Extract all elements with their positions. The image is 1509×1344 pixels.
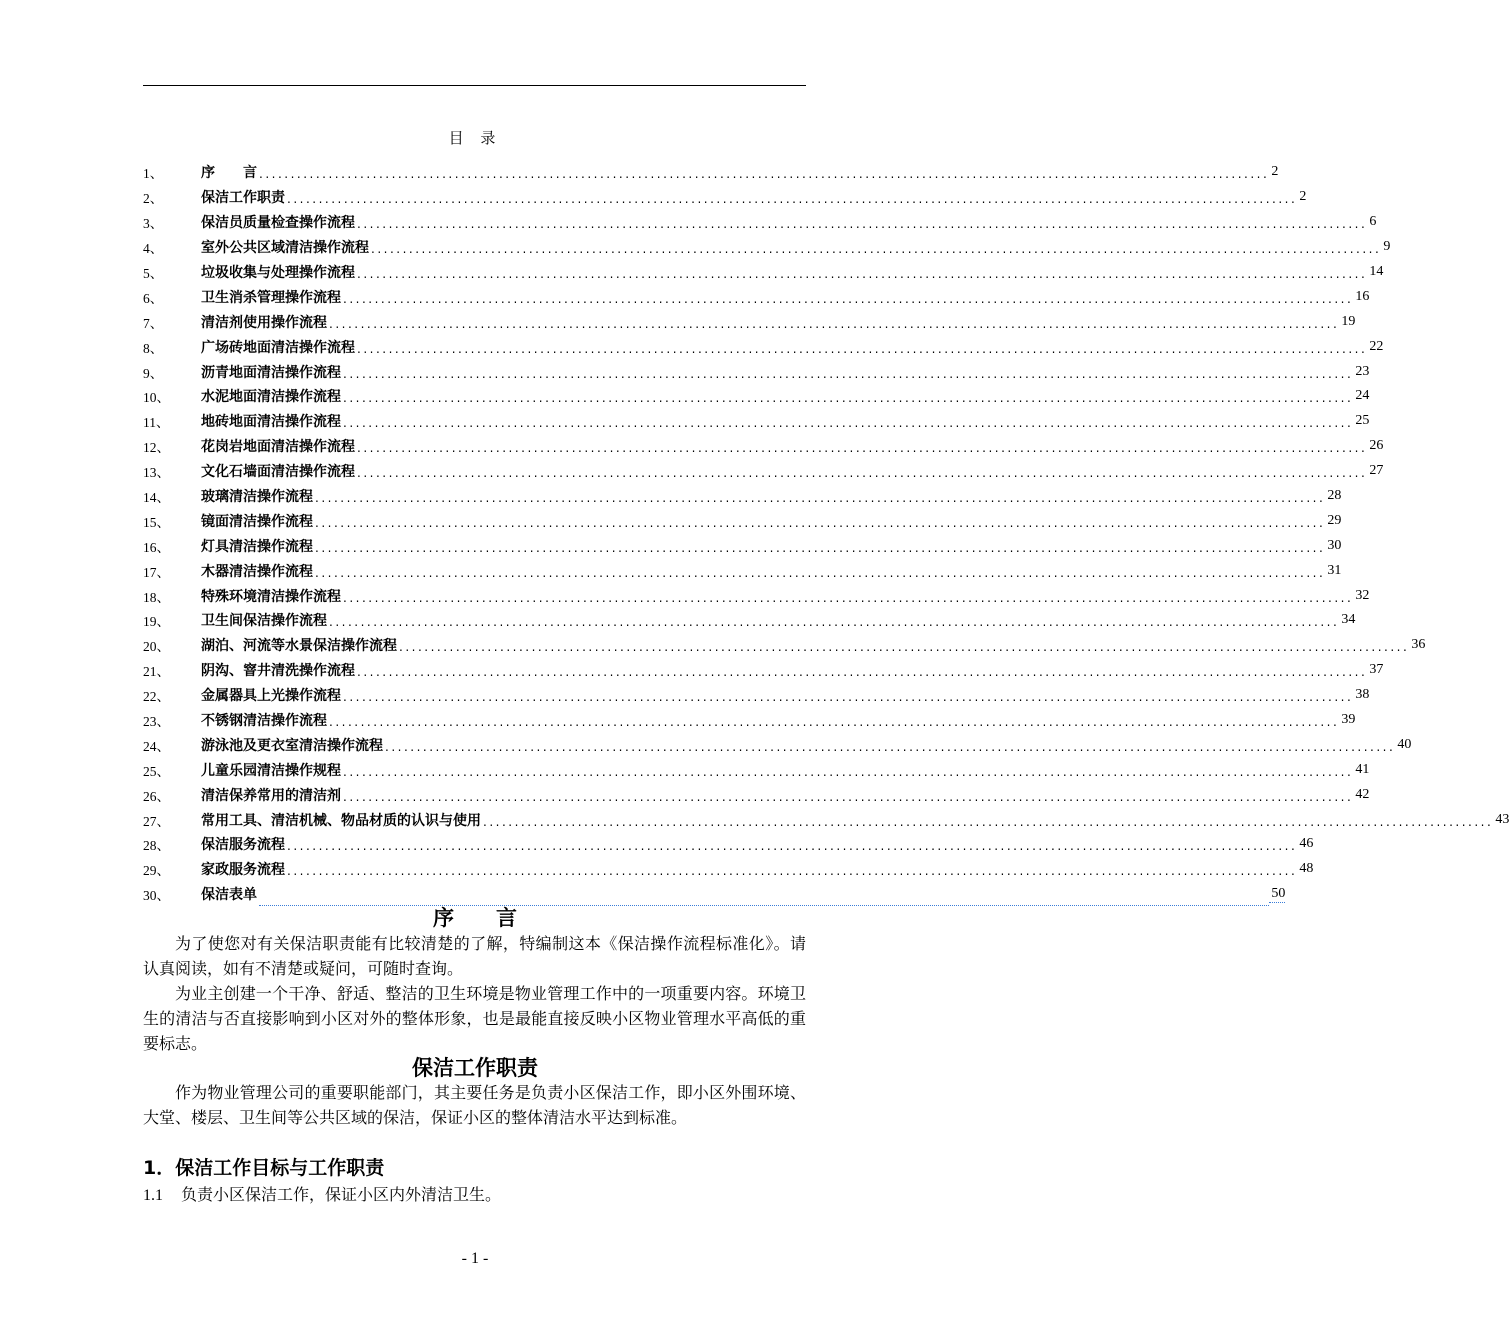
- toc-entry-number: 11、: [143, 415, 170, 431]
- toc-entry[interactable]: [143, 732, 1412, 757]
- toc-entry-label[interactable]: 常用工具、清洁机械、物品材质的认识与使用: [201, 812, 481, 829]
- toc-entry-page[interactable]: 28: [1327, 488, 1342, 504]
- toc-entry-page[interactable]: 50: [1271, 885, 1286, 901]
- duty-item-number: 1.1: [143, 1187, 163, 1204]
- toc-entry-number: 15、: [143, 514, 170, 530]
- toc-leader-dots: ................................................................................................................................................................: [343, 590, 1354, 605]
- toc-leader-dots: ................................................................................................................................................................: [357, 341, 1368, 356]
- toc-entry-number: 7、: [143, 315, 164, 331]
- preface-paragraph-2: 为业主创建一个干净、舒适、整洁的卫生环境是物业管理工作中的一项重要内容。环境卫生的清洁与否直接影响到小区对外的整体形象，也是最能直接反映小区物业管理水平高低的重要标志。: [143, 984, 806, 1053]
- toc-entry-page[interactable]: 48: [1299, 861, 1314, 877]
- toc-entry-number: 9、: [143, 365, 164, 381]
- toc-entry-page[interactable]: 2: [1271, 164, 1279, 180]
- toc-entry-page[interactable]: 42: [1355, 786, 1370, 802]
- toc-entry-label[interactable]: 室外公共区域清洁操作流程: [201, 240, 369, 257]
- toc-leader-dots: ................................................................................................................................................................: [315, 565, 1326, 580]
- toc-entry[interactable]: [143, 160, 1279, 185]
- toc-entry-page[interactable]: 31: [1327, 562, 1342, 578]
- toc-leader-dots: ................................................................................................................................................................: [259, 167, 1270, 182]
- toc-leader-dots: ................................................................................................................................................................: [357, 665, 1368, 680]
- toc-entry-page[interactable]: 43: [1495, 811, 1509, 827]
- toc-entry-label[interactable]: 儿童乐园清洁操作规程: [201, 762, 341, 779]
- toc-leader-dots: ................................................................................................................................................................: [315, 540, 1326, 555]
- toc-entry-label[interactable]: 镜面清洁操作流程: [201, 513, 313, 530]
- toc-entry-page[interactable]: 9: [1383, 239, 1391, 255]
- toc-entry-page[interactable]: 30: [1327, 537, 1342, 553]
- toc-leader-dots: ................................................................................................................................................................: [343, 764, 1354, 779]
- toc-entry[interactable]: [143, 757, 1370, 782]
- toc-entry-label[interactable]: 文化石墙面清洁操作流程: [201, 464, 355, 481]
- toc-leader-dots: ................................................................................................................................................................: [287, 864, 1298, 879]
- toc-leader-dots: ................................................................................................................................................................: [357, 267, 1368, 281]
- section-heading: 1．保洁工作目标与工作职责: [143, 1157, 385, 1179]
- toc-entry-number: 17、: [143, 564, 170, 580]
- toc-entry[interactable]: [143, 782, 1370, 807]
- table-of-contents: [143, 160, 1509, 907]
- toc-entry-page[interactable]: 36: [1411, 637, 1426, 653]
- toc-entry-label[interactable]: 不锈钢清洁操作流程: [201, 713, 327, 730]
- toc-leader-dots: ................................................................................................................................................................: [385, 739, 1396, 754]
- toc-entry-number: 20、: [143, 639, 170, 655]
- toc-entry-page[interactable]: 32: [1355, 587, 1370, 603]
- toc-entry[interactable]: [143, 658, 1384, 683]
- toc-entry-label[interactable]: 保洁表单: [201, 887, 257, 904]
- toc-entry[interactable]: [143, 832, 1314, 857]
- toc-entry-label[interactable]: 水泥地面清洁操作流程: [201, 389, 341, 406]
- toc-entry-label[interactable]: 花岗岩地面清洁操作流程: [201, 439, 355, 456]
- toc-entry-page[interactable]: 27: [1369, 463, 1384, 479]
- page-number: - 1 -: [461, 1250, 489, 1267]
- preface-title: 序 言: [433, 906, 517, 930]
- toc-entry-page[interactable]: 19: [1341, 313, 1356, 329]
- toc-entry[interactable]: [143, 558, 1342, 583]
- toc-entry-number: 6、: [143, 290, 164, 306]
- toc-leader-dots: ................................................................................................................................................................: [343, 391, 1354, 406]
- toc-leader-dots: ................................................................................................................................................................: [343, 366, 1354, 381]
- toc-entry-label[interactable]: 广场砖地面清洁操作流程: [201, 339, 355, 356]
- toc-entry-page[interactable]: 38: [1355, 687, 1370, 703]
- toc-entry[interactable]: [143, 633, 1426, 658]
- toc-entry[interactable]: [143, 260, 1384, 285]
- toc-entry-page[interactable]: 23: [1355, 363, 1370, 379]
- toc-leader-dots: ................................................................................................................................................................: [329, 715, 1340, 730]
- toc-entry[interactable]: [143, 334, 1384, 359]
- toc-entry-label[interactable]: 玻璃清洁操作流程: [201, 489, 313, 506]
- toc-leader-dots: ................................................................................................................................................................: [371, 242, 1382, 257]
- toc-entry-number: 2、: [143, 191, 164, 207]
- preface-paragraph-1: 为了使您对有关保洁职责能有比较清楚的了解，特编制这本《保洁操作流程标准化》。请认真阅读，如有不清楚或疑问，可随时查询。: [143, 934, 806, 978]
- duty-item-text: 负责小区保洁工作，保证小区内外清洁卫生。: [181, 1185, 502, 1204]
- toc-entry-number: 25、: [143, 763, 170, 779]
- toc-leader-dots: ................................................................................................................................................................: [343, 690, 1354, 705]
- toc-leader-dots: ................................................................................................................................................................: [399, 640, 1410, 655]
- duties-paragraph: 作为物业管理公司的重要职能部门，其主要任务是负责小区保洁工作，即小区外围环境、大堂、楼层、卫生间等公共区域的保洁，保证小区的整体清洁水平达到标准。: [143, 1083, 806, 1127]
- toc-entry[interactable]: [143, 309, 1356, 334]
- toc-entry-number: 14、: [143, 490, 170, 506]
- toc-entry-page[interactable]: 46: [1299, 836, 1314, 852]
- toc-entry-number: 18、: [143, 589, 170, 605]
- toc-entry-page[interactable]: 14: [1369, 264, 1384, 279]
- toc-entry[interactable]: [143, 583, 1370, 608]
- toc-entry-page[interactable]: 39: [1341, 712, 1356, 728]
- toc-entry[interactable]: [143, 459, 1384, 484]
- toc-leader-dots: ................................................................................................................................................................: [343, 789, 1354, 804]
- toc-entry[interactable]: [143, 284, 1370, 309]
- toc-entry-page[interactable]: 40: [1397, 736, 1412, 752]
- toc-entry-label[interactable]: 沥青地面清洁操作流程: [201, 364, 341, 381]
- toc-entry-page[interactable]: 22: [1369, 338, 1384, 354]
- toc-entry-number: 19、: [143, 614, 170, 630]
- toc-leader-dots: ................................................................................................................................................................: [483, 814, 1494, 829]
- toc-leader-dots: ................................................................................................................................................................: [343, 416, 1354, 431]
- toc-entry-label[interactable]: 游泳池及更衣室清洁操作流程: [201, 737, 383, 754]
- toc-entry-page[interactable]: 2: [1299, 189, 1307, 205]
- toc-entry-number: 28、: [143, 838, 170, 854]
- toc-entry-number: 4、: [143, 241, 164, 257]
- toc-entry[interactable]: [143, 857, 1314, 882]
- toc-entry-label[interactable]: 清洁剂使用操作流程: [201, 314, 327, 331]
- toc-entry-page[interactable]: 24: [1355, 388, 1370, 404]
- toc-entry-label[interactable]: 灯具清洁操作流程: [201, 538, 313, 555]
- toc-entry-label[interactable]: 卫生消杀管理操作流程: [201, 289, 341, 306]
- toc-entry-number: 22、: [143, 689, 170, 705]
- toc-entry-number: 21、: [143, 664, 170, 680]
- toc-entry-label[interactable]: 保洁服务流程: [201, 837, 285, 854]
- toc-entry[interactable]: [143, 210, 1377, 235]
- toc-entry-number: 30、: [143, 888, 170, 904]
- toc-entry-label[interactable]: 保洁员质量检查操作流程: [201, 215, 355, 232]
- toc-entry-label[interactable]: 清洁保养常用的清洁剂: [201, 787, 341, 804]
- toc-leader-dots: ................................................................................................................................................................: [287, 839, 1298, 854]
- toc-title: 目 录: [448, 129, 502, 147]
- toc-entry-page[interactable]: 16: [1355, 288, 1370, 304]
- toc-entry[interactable]: [143, 683, 1370, 708]
- toc-entry-page[interactable]: 34: [1341, 612, 1356, 628]
- duty-item: [143, 1182, 501, 1205]
- toc-entry-label[interactable]: 阴沟、窨井清洗操作流程: [201, 663, 355, 680]
- toc-entry-number: 3、: [143, 216, 164, 232]
- toc-entry-number: 24、: [143, 738, 170, 754]
- toc-leader-dots: ................................................................................................................................................................: [287, 192, 1298, 207]
- toc-entry[interactable]: [143, 359, 1370, 384]
- toc-entry[interactable]: [143, 608, 1356, 633]
- toc-leader-dots: ................................................................................................................................................................: [343, 291, 1354, 306]
- toc-leader-dots: ................................................................................................................................................................: [357, 466, 1368, 481]
- toc-entry[interactable]: [143, 185, 1307, 210]
- toc-entry-label[interactable]: 序 言: [201, 165, 257, 182]
- header-rule: [143, 85, 806, 86]
- toc-entry[interactable]: [143, 508, 1342, 533]
- toc-leader-dots: ................................................................................................................................................................: [329, 615, 1340, 630]
- toc-leader-dots: ................................................................................................................................................................: [329, 316, 1340, 331]
- toc-entry-number: 10、: [143, 390, 170, 406]
- toc-entry-number: 1、: [143, 166, 164, 182]
- toc-entry[interactable]: [143, 409, 1370, 434]
- toc-entry[interactable]: [143, 434, 1384, 459]
- toc-entry-number: 29、: [143, 863, 170, 879]
- toc-entry-number: 12、: [143, 440, 170, 456]
- toc-entry[interactable]: [143, 484, 1342, 509]
- toc-entry[interactable]: [143, 235, 1391, 260]
- toc-entry[interactable]: [143, 708, 1356, 733]
- toc-entry-label[interactable]: 垃圾收集与处理操作流程: [201, 265, 355, 281]
- toc-entry-page[interactable]: 29: [1327, 512, 1342, 528]
- toc-leader-dots: ................................................................................................................................................................: [357, 441, 1368, 456]
- toc-entry-number: 27、: [143, 813, 170, 829]
- toc-leader-dots: ................................................................................................................................................................: [315, 491, 1326, 506]
- toc-entry-page[interactable]: 26: [1369, 438, 1384, 454]
- toc-leader-dots: ................................................................................................................................................................: [315, 515, 1326, 530]
- toc-entry-label[interactable]: 木器清洁操作流程: [201, 563, 313, 580]
- toc-entry[interactable]: [143, 384, 1370, 409]
- toc-entry-label[interactable]: 保洁工作职责: [201, 190, 285, 207]
- toc-entry-number: 8、: [143, 340, 164, 356]
- duties-title: 保洁工作职责: [412, 1056, 538, 1080]
- toc-entry-label[interactable]: 金属器具上光操作流程: [201, 688, 341, 705]
- toc-entry-page[interactable]: 6: [1369, 214, 1377, 230]
- toc-entry-label[interactable]: 地砖地面清洁操作流程: [201, 414, 341, 431]
- toc-entry-page[interactable]: 25: [1355, 413, 1370, 429]
- toc-entry-label[interactable]: 特殊环境清洁操作流程: [201, 588, 341, 605]
- toc-entry-label[interactable]: 家政服务流程: [201, 862, 285, 879]
- toc-leader-dots: ................................................................................................................................................................: [357, 217, 1368, 232]
- toc-entry-page[interactable]: 37: [1369, 662, 1384, 678]
- toc-entry[interactable]: [143, 533, 1342, 558]
- toc-entry[interactable]: [143, 807, 1509, 832]
- toc-entry-number: 26、: [143, 788, 170, 804]
- toc-entry-number: 23、: [143, 714, 170, 730]
- toc-entry-label[interactable]: 卫生间保洁操作流程: [201, 613, 327, 630]
- toc-entry-number: 16、: [143, 539, 170, 555]
- toc-entry-page[interactable]: 41: [1355, 761, 1370, 777]
- toc-entry-number: 13、: [143, 465, 170, 481]
- toc-entry-number: 5、: [143, 266, 164, 281]
- toc-entry-label[interactable]: 湖泊、河流等水景保洁操作流程: [201, 638, 397, 655]
